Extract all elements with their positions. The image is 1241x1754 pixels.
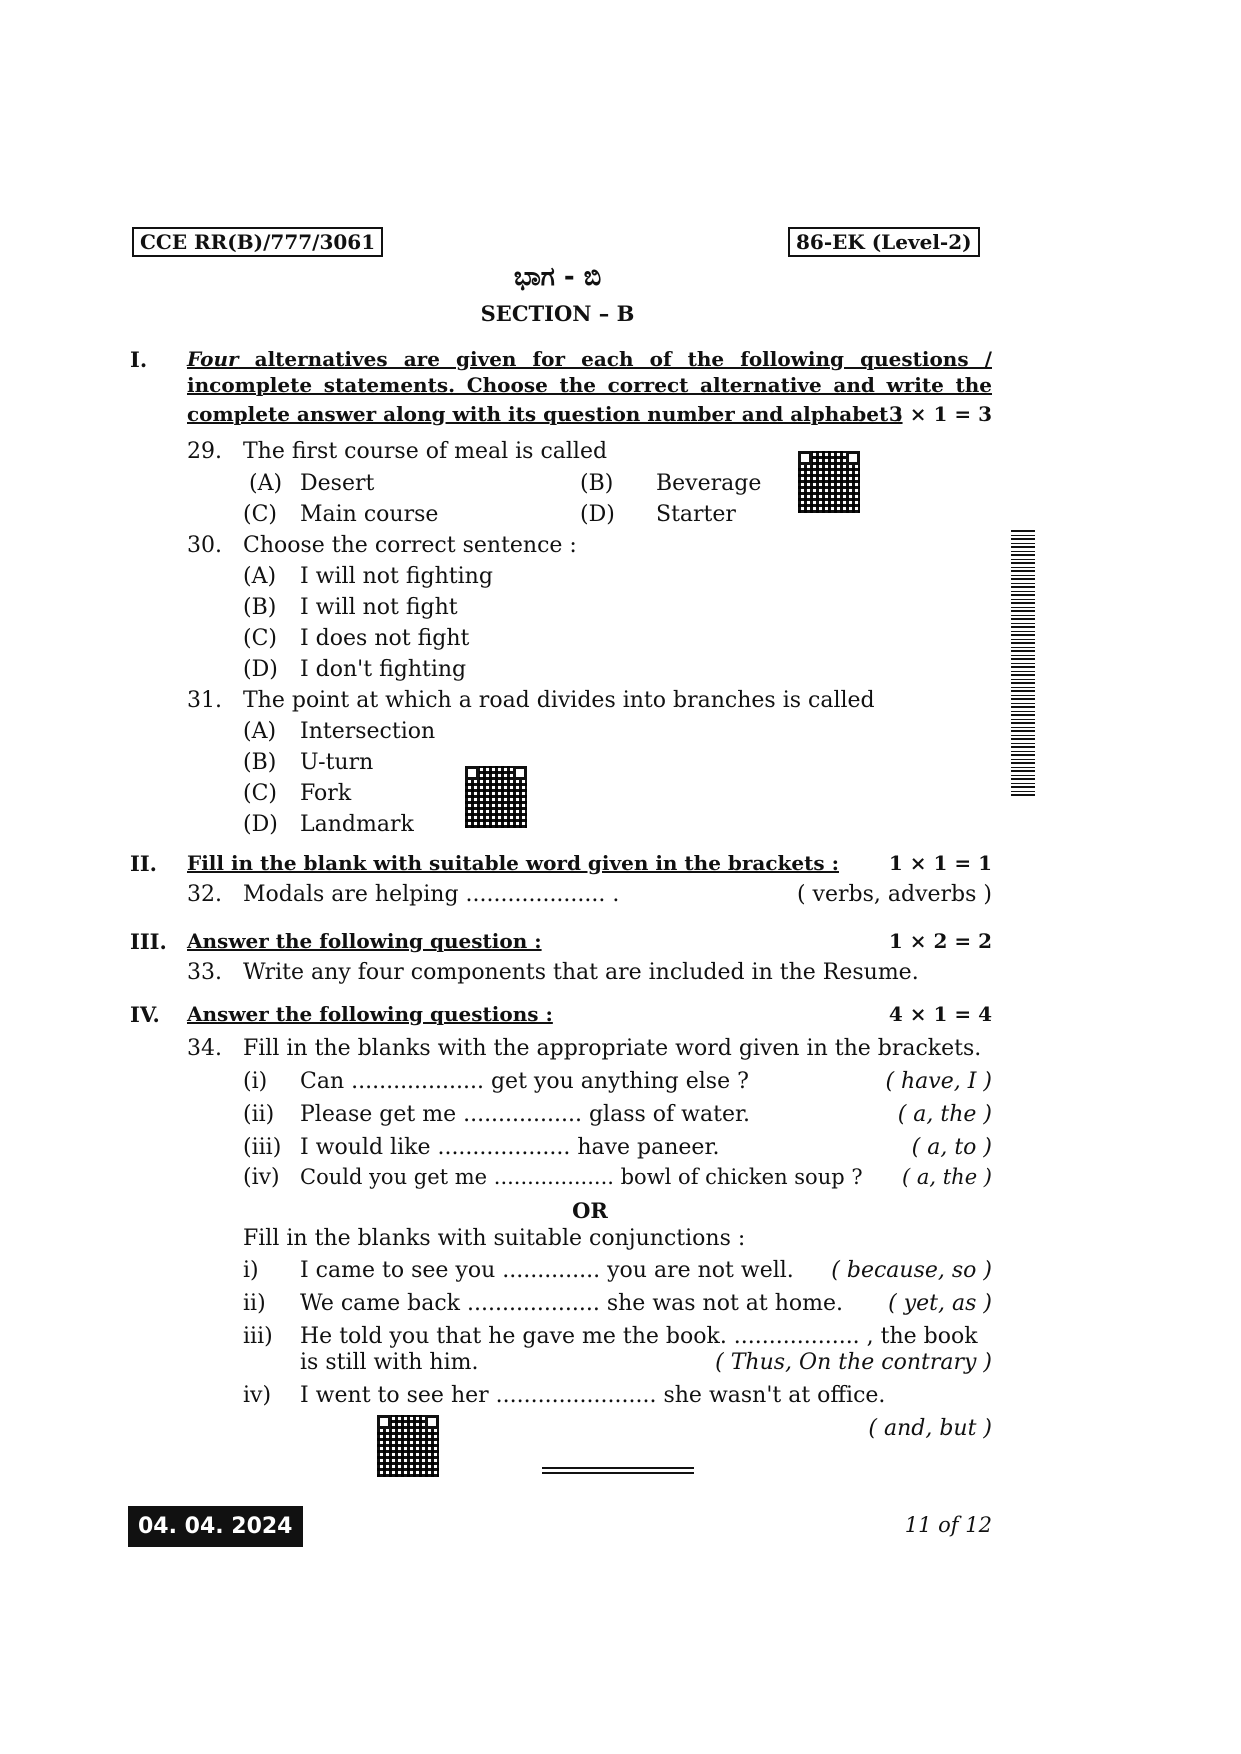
q29-number: 29. [187,439,222,464]
q33-text: Write any four components that are included in the Resume. [243,960,919,985]
page-total: 12 [965,1513,992,1537]
q34-alt-text: I came to see you .............. you are not well. [300,1258,794,1283]
q34-item-label: (ii) [243,1102,275,1127]
q29-text: The first course of meal is called [243,439,608,464]
barcode-icon [1011,528,1035,796]
q34-item-label: (iv) [243,1165,280,1190]
q30-d-text: I don't fighting [300,657,467,682]
part2-instruction: Fill in the blank with suitable word given in the brackets : [187,851,839,875]
q31-number: 31. [187,688,222,713]
q34-alt-hint: ( Thus, On the contrary ) [715,1350,992,1375]
q29-d-text: Starter [656,502,736,527]
q32-text: Modals are helping .................... . [243,882,620,907]
part1-instr-rest: alternatives are given for each of the following questions / [238,347,992,371]
q29-c-text: Main course [300,502,439,527]
q31-d-label: (D) [243,812,278,837]
q34-item-hint: ( a, the ) [897,1102,992,1127]
part4-number: IV. [130,1002,160,1027]
part3-number: III. [130,929,167,954]
q34-item-label: (i) [243,1069,268,1094]
q30-text: Choose the correct sentence : [243,533,577,558]
qr-code-icon [465,766,527,828]
end-rule [542,1467,694,1474]
q31-b-text: U-turn [300,750,374,775]
q34-alt-text: I went to see her ....................... she wasn't at office. [300,1383,886,1408]
part4-instruction: Answer the following questions : [187,1002,553,1026]
q29-d-label: (D) [580,502,615,527]
q34-alt-text: We came back ................... she was not at home. [300,1291,844,1316]
part3-instruction: Answer the following question : [187,929,542,953]
qr-code-icon [377,1415,439,1477]
q31-c-label: (C) [243,781,277,806]
q34-alt-text: He told you that he gave me the book. .................. , the book [300,1324,978,1349]
part3-marks: 1 × 2 = 2 [888,929,992,953]
q30-a-text: I will not fighting [300,564,493,589]
q32-number: 32. [187,882,222,907]
q30-c-text: I does not fight [300,626,470,651]
q30-b-label: (B) [243,595,277,620]
q34-alt-label: ii) [243,1291,266,1316]
q34-number: 34. [187,1036,222,1061]
q34-alt-text-cont: is still with him. [300,1350,479,1375]
q34-alt-label: i) [243,1258,259,1283]
q34-alt-intro: Fill in the blanks with suitable conjunctions : [243,1226,746,1251]
section-kannada: ಭಾಗ - ಬಿ [513,262,602,292]
q29-b-label: (B) [580,471,614,496]
page-indicator [860,1513,992,1537]
q30-number: 30. [187,533,222,558]
section-title: SECTION – B [480,301,635,326]
part1-number: I. [130,347,148,372]
q34-item-label: (iii) [243,1135,282,1160]
or-divider: OR [572,1198,608,1223]
q34-alt-hint: ( because, so ) [831,1258,992,1283]
code-left: CCE RR(B)/777/3061 [132,227,383,257]
q34-item-text: Can ................... get you anything else ? [300,1069,749,1094]
q34-item-text: I would like ................... have paneer. [300,1135,720,1160]
q31-c-text: Fork [300,781,352,806]
q34-text: Fill in the blanks with the appropriate word given in the brackets. [243,1036,982,1061]
page-number: 11 [904,1513,932,1537]
q30-c-label: (C) [243,626,277,651]
q30-b-text: I will not fight [300,595,458,620]
q29-b-text: Beverage [656,471,762,496]
q30-a-label: (A) [243,564,277,589]
q29-a-text: Desert [300,471,375,496]
q31-a-text: Intersection [300,719,436,744]
part1-instruction-line2: incomplete statements. Choose the correct alternative and write the [187,373,992,397]
q31-d-text: Landmark [300,812,414,837]
q31-text: The point at which a road divides into branches is called [243,688,875,713]
part1-marks: 3 × 1 = 3 [888,402,992,426]
part1-instruction-line1 [187,347,992,371]
part2-number: II. [130,851,157,876]
part1-instruction-line3: complete answer along with its question number and alphabet : [187,402,903,426]
q33-number: 33. [187,960,222,985]
q29-c-label: (C) [243,502,277,527]
q34-alt-hint: ( yet, as ) [888,1291,992,1316]
q34-item-text: Could you get me .................. bowl of chicken soup ? [300,1165,863,1189]
q31-b-label: (B) [243,750,277,775]
q34-item-hint: ( have, I ) [885,1069,992,1094]
q34-alt-label: iv) [243,1383,272,1408]
q29-a-label: (A) [249,471,283,496]
page-of: of [938,1513,959,1537]
q31-a-label: (A) [243,719,277,744]
q34-alt-hint: ( and, but ) [868,1416,992,1441]
part2-marks: 1 × 1 = 1 [888,851,992,875]
q32-hint: ( verbs, adverbs ) [796,882,992,907]
part1-instr-italic: Four [187,347,239,371]
q34-item-text: Please get me ................. glass of water. [300,1102,751,1127]
exam-date: 04. 04. 2024 [128,1506,303,1547]
q34-item-hint: ( a, to ) [911,1135,992,1160]
part4-marks: 4 × 1 = 4 [888,1002,992,1026]
q30-d-label: (D) [243,657,278,682]
q34-item-hint: ( a, the ) [902,1165,992,1189]
qr-code-icon [798,451,860,513]
code-right: 86-EK (Level-2) [788,227,980,257]
q34-alt-label: iii) [243,1324,273,1349]
